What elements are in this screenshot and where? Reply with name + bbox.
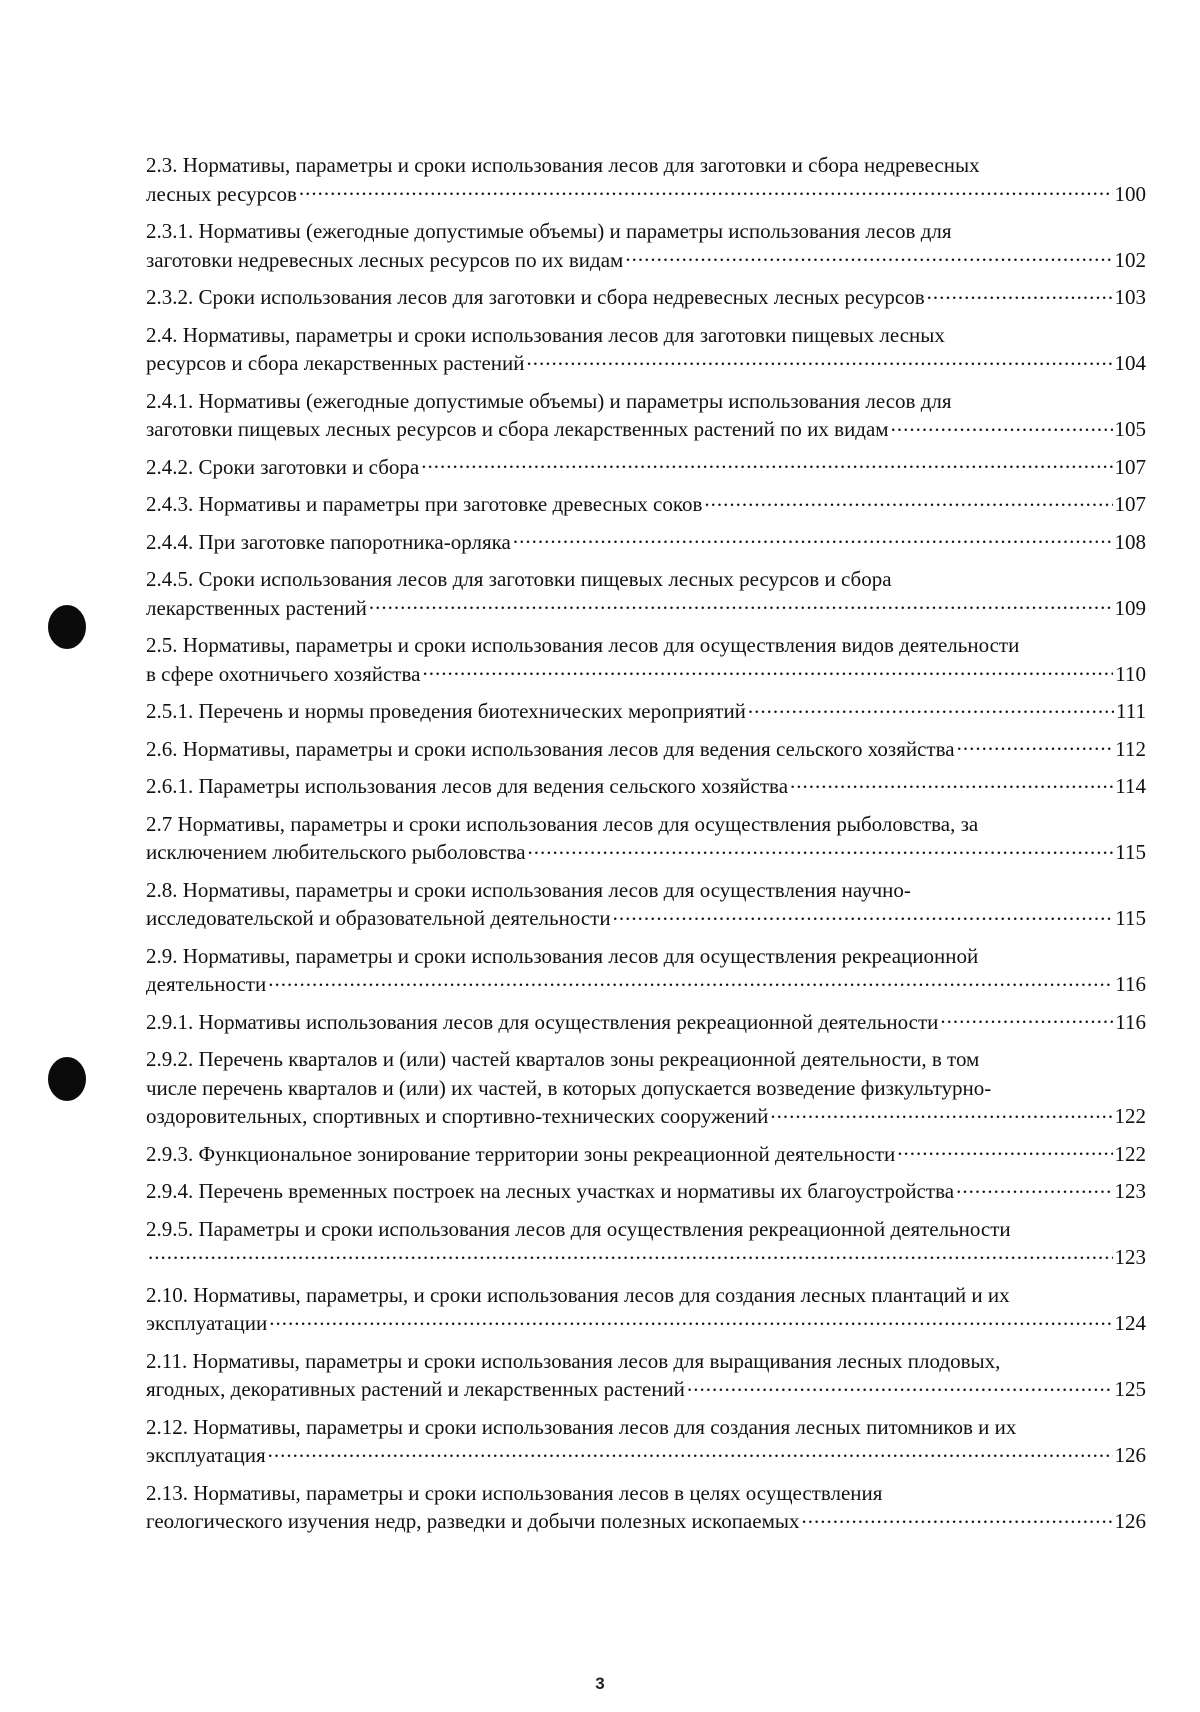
toc-entry-page-number: 110 — [1115, 661, 1146, 686]
toc-entry-text-line: 2.6.1. Параметры использования лесов для ведения сельского хозяйства — [146, 774, 789, 798]
toc-entry-text-line: эксплуатация — [146, 1443, 266, 1467]
toc-entry-text-line: 2.13. Нормативы, параметры и сроки использования лесов в целях осуществления — [146, 1480, 883, 1505]
toc-entry-last-line — [146, 490, 1146, 519]
toc-entry[interactable] — [146, 490, 1146, 519]
toc-entry-page-number: 112 — [1115, 736, 1146, 761]
dot-leader — [269, 1309, 1112, 1330]
toc-entry-page-number: 103 — [1114, 285, 1146, 309]
toc-entry-page-number: 115 — [1115, 840, 1146, 864]
dot-leader — [927, 283, 1113, 304]
dot-leader — [957, 735, 1114, 756]
toc-entry-last-line — [146, 904, 1146, 933]
punch-hole — [48, 605, 86, 649]
dot-leader — [790, 772, 1113, 793]
toc-entry-last-line — [146, 349, 1146, 378]
toc-entry-page-number: 122 — [1114, 1104, 1146, 1128]
toc-entry-text-line: исследовательской и образовательной деятельности — [146, 906, 611, 930]
toc-entry-page-number: 102 — [1114, 247, 1146, 272]
toc-entry-last-line — [146, 1008, 1146, 1037]
punch-hole — [48, 1057, 86, 1101]
toc-entry-text-line: лекарственных растений — [146, 595, 367, 620]
dot-leader — [369, 594, 1113, 615]
toc-entry-text-line: заготовки недревесных лесных ресурсов по их видам — [146, 247, 624, 272]
dot-leader — [748, 697, 1114, 718]
toc-entry-text-line: 2.4. Нормативы, параметры и сроки использования лесов для заготовки пищевых лесных — [146, 322, 945, 347]
dot-leader — [897, 1140, 1112, 1161]
toc-entry-text-line: 2.4.3. Нормативы и параметры при заготовке древесных соков — [146, 492, 703, 516]
dot-leader — [801, 1507, 1112, 1528]
toc-entry-text-line: эксплуатации — [146, 1311, 268, 1335]
dot-leader — [891, 415, 1113, 436]
toc-entry-page-number: 126 — [1114, 1509, 1146, 1533]
toc-entry-page-number: 122 — [1114, 1141, 1146, 1166]
toc-entry-text-line: 2.7 Нормативы, параметры и сроки использования лесов для осуществления рыболовства, за — [146, 811, 979, 836]
table-of-contents — [146, 151, 1146, 1545]
toc-entry-page-number: 125 — [1114, 1377, 1146, 1401]
toc-entry-last-line — [146, 415, 1146, 444]
toc-entry-page-number: 111 — [1116, 699, 1146, 723]
toc-entry-page-number: 100 — [1114, 181, 1146, 206]
toc-entry-text-line: ягодных, декоративных растений и лекарственных растений — [146, 1377, 685, 1401]
toc-entry-last-line — [146, 1140, 1146, 1169]
toc-entry[interactable] — [146, 772, 1146, 801]
toc-entry-text-line: 2.4.1. Нормативы (ежегодные допустимые объемы) и параметры использования лесов для — [146, 388, 952, 413]
dot-leader — [148, 1243, 1113, 1264]
toc-entry[interactable] — [146, 283, 1146, 312]
toc-entry-text-line: 2.4.2. Сроки заготовки и сбора — [146, 454, 420, 479]
dot-leader — [956, 1177, 1112, 1198]
toc-entry-text-line: оздоровительных, спортивных и спортивно-технических сооружений — [146, 1104, 769, 1128]
toc-entry-text-line: 2.9.1. Нормативы использования лесов для осуществления рекреационной деятельности — [146, 1009, 939, 1034]
toc-entry-last-line — [146, 1375, 1146, 1404]
toc-entry-text-line: 2.5. Нормативы, параметры и сроки использования лесов для осуществления видов деятельности — [146, 633, 1020, 657]
toc-entry-last-line — [146, 246, 1146, 275]
toc-entry-text-line: 2.12. Нормативы, параметры и сроки использования лесов для создания лесных питомников и их — [146, 1414, 1017, 1439]
toc-entry[interactable] — [146, 453, 1146, 482]
dot-leader — [422, 660, 1113, 681]
toc-entry-page-number: 116 — [1115, 972, 1146, 996]
toc-entry[interactable] — [146, 1281, 1146, 1338]
toc-entry-page-number: 123 — [1114, 1245, 1146, 1269]
toc-entry-page-number: 107 — [1114, 454, 1146, 479]
toc-entry-last-line — [146, 283, 1146, 312]
toc-entry-page-number: 114 — [1115, 774, 1146, 798]
toc-entry-last-line — [146, 1177, 1146, 1206]
toc-entry[interactable] — [146, 876, 1146, 933]
toc-entry-text-line: 2.4.5. Сроки использования лесов для заготовки пищевых лесных ресурсов и сбора — [146, 567, 892, 591]
dot-leader — [528, 838, 1114, 859]
toc-entry-text-line: 2.3. Нормативы, параметры и сроки использования лесов для заготовки и сбора недревесных — [146, 153, 980, 177]
toc-entry[interactable] — [146, 321, 1146, 378]
toc-entry-page-number: 124 — [1114, 1311, 1146, 1335]
toc-entry-text-line: 2.9.4. Перечень временных построек на лесных участках и нормативы их благоустройства — [146, 1179, 955, 1203]
toc-entry-text-line: деятельности — [146, 972, 267, 996]
toc-entry-last-line — [146, 1243, 1146, 1272]
toc-entry-last-line — [146, 660, 1146, 689]
toc-entry-last-line — [146, 1441, 1146, 1470]
toc-entry-text-line: 2.8. Нормативы, параметры и сроки использования лесов для осуществления научно- — [146, 877, 911, 902]
toc-entry[interactable] — [146, 1479, 1146, 1536]
dot-leader — [513, 528, 1113, 549]
toc-entry-page-number: 116 — [1115, 1009, 1146, 1034]
toc-entry[interactable] — [146, 735, 1146, 764]
toc-entry-text-line: 2.9.5. Параметры и сроки использования лесов для осуществления рекреационной деятельности — [146, 1216, 1011, 1241]
toc-entry[interactable] — [146, 1008, 1146, 1037]
dot-leader — [268, 1441, 1113, 1462]
toc-entry-text-line: в сфере охотничьего хозяйства — [146, 661, 421, 686]
toc-entry[interactable] — [146, 631, 1146, 688]
toc-entry[interactable] — [146, 528, 1146, 557]
toc-entry-text-line: 2.9.3. Функциональное зонирование территории зоны рекреационной деятельности — [146, 1141, 896, 1166]
toc-entry-text-line: ресурсов и сбора лекарственных растений — [146, 351, 525, 375]
toc-entry-page-number: 123 — [1114, 1179, 1146, 1203]
toc-entry-text-line: 2.6. Нормативы, параметры и сроки использования лесов для ведения сельского хозяйства — [146, 736, 955, 761]
dot-leader — [268, 970, 1113, 991]
toc-entry-text-line: 2.9.2. Перечень кварталов и (или) частей кварталов зоны рекреационной деятельности, в том — [146, 1047, 980, 1071]
toc-entry-last-line — [146, 180, 1146, 209]
toc-entry[interactable] — [146, 565, 1146, 622]
toc-entry-text-line: 2.4.4. При заготовке папоротника-орляка — [146, 529, 511, 554]
dot-leader — [940, 1008, 1113, 1029]
dot-leader — [625, 246, 1112, 267]
toc-entry-last-line — [146, 1102, 1146, 1131]
dot-leader — [770, 1102, 1112, 1123]
toc-entry[interactable] — [146, 1140, 1146, 1169]
toc-entry-text-line: 2.9. Нормативы, параметры и сроки использования лесов для осуществления рекреационной — [146, 943, 979, 968]
toc-entry-last-line — [146, 970, 1146, 999]
toc-entry-last-line — [146, 1507, 1146, 1536]
toc-entry-text-line: 2.10. Нормативы, параметры, и сроки использования лесов для создания лесных плантаций и их — [146, 1282, 1010, 1307]
toc-entry-last-line — [146, 697, 1146, 726]
toc-entry[interactable] — [146, 1215, 1146, 1272]
toc-entry-last-line — [146, 594, 1146, 623]
toc-entry-last-line — [146, 528, 1146, 557]
toc-entry[interactable] — [146, 217, 1146, 274]
toc-entry-text-line: 2.5.1. Перечень и нормы проведения биотехнических мероприятий — [146, 699, 746, 723]
toc-entry[interactable] — [146, 697, 1146, 726]
toc-entry-page-number: 126 — [1114, 1443, 1146, 1467]
toc-entry-page-number: 105 — [1114, 417, 1146, 441]
dot-leader — [421, 453, 1112, 474]
toc-entry-text-line: 2.3.1. Нормативы (ежегодные допустимые объемы) и параметры использования лесов для — [146, 219, 952, 243]
toc-entry-text-line: геологического изучения недр, разведки и добычи полезных ископаемых — [146, 1509, 800, 1533]
page-number: 3 — [595, 1674, 605, 1693]
toc-entry-last-line — [146, 453, 1146, 482]
toc-entry-page-number: 107 — [1114, 492, 1146, 516]
toc-entry-text-line: 2.11. Нормативы, параметры и сроки использования лесов для выращивания лесных плодовых, — [146, 1348, 1001, 1373]
toc-entry-last-line — [146, 838, 1146, 867]
toc-entry[interactable] — [146, 1413, 1146, 1470]
dot-leader — [687, 1375, 1113, 1396]
toc-entry-last-line — [146, 735, 1146, 764]
toc-entry[interactable] — [146, 151, 1146, 208]
dot-leader — [299, 180, 1113, 201]
toc-entry-last-line — [146, 772, 1146, 801]
toc-entry-text-line: лесных ресурсов — [146, 181, 297, 206]
toc-entry-page-number: 109 — [1114, 595, 1146, 620]
toc-entry-page-number: 104 — [1114, 351, 1146, 375]
toc-entry[interactable] — [146, 1177, 1146, 1206]
toc-entry-text-line: числе перечень кварталов и (или) их частей, в которых допускается возведение физкультурно- — [146, 1075, 992, 1100]
toc-entry-last-line — [146, 1309, 1146, 1338]
toc-entry[interactable] — [146, 1045, 1146, 1131]
dot-leader — [527, 349, 1113, 370]
toc-entry-text-line: заготовки пищевых лесных ресурсов и сбора лекарственных растений по их видам — [146, 417, 889, 441]
dot-leader — [704, 490, 1112, 511]
toc-entry-page-number: 108 — [1114, 529, 1146, 554]
toc-entry-text-line: исключением любительского рыболовства — [146, 840, 526, 864]
dot-leader — [613, 904, 1114, 925]
toc-entry[interactable] — [146, 942, 1146, 999]
toc-entry[interactable] — [146, 810, 1146, 867]
toc-entry[interactable] — [146, 1347, 1146, 1404]
toc-entry-page-number: 115 — [1115, 906, 1146, 930]
toc-entry[interactable] — [146, 387, 1146, 444]
toc-entry-text-line: 2.3.2. Сроки использования лесов для заготовки и сбора недревесных лесных ресурсов — [146, 285, 925, 309]
